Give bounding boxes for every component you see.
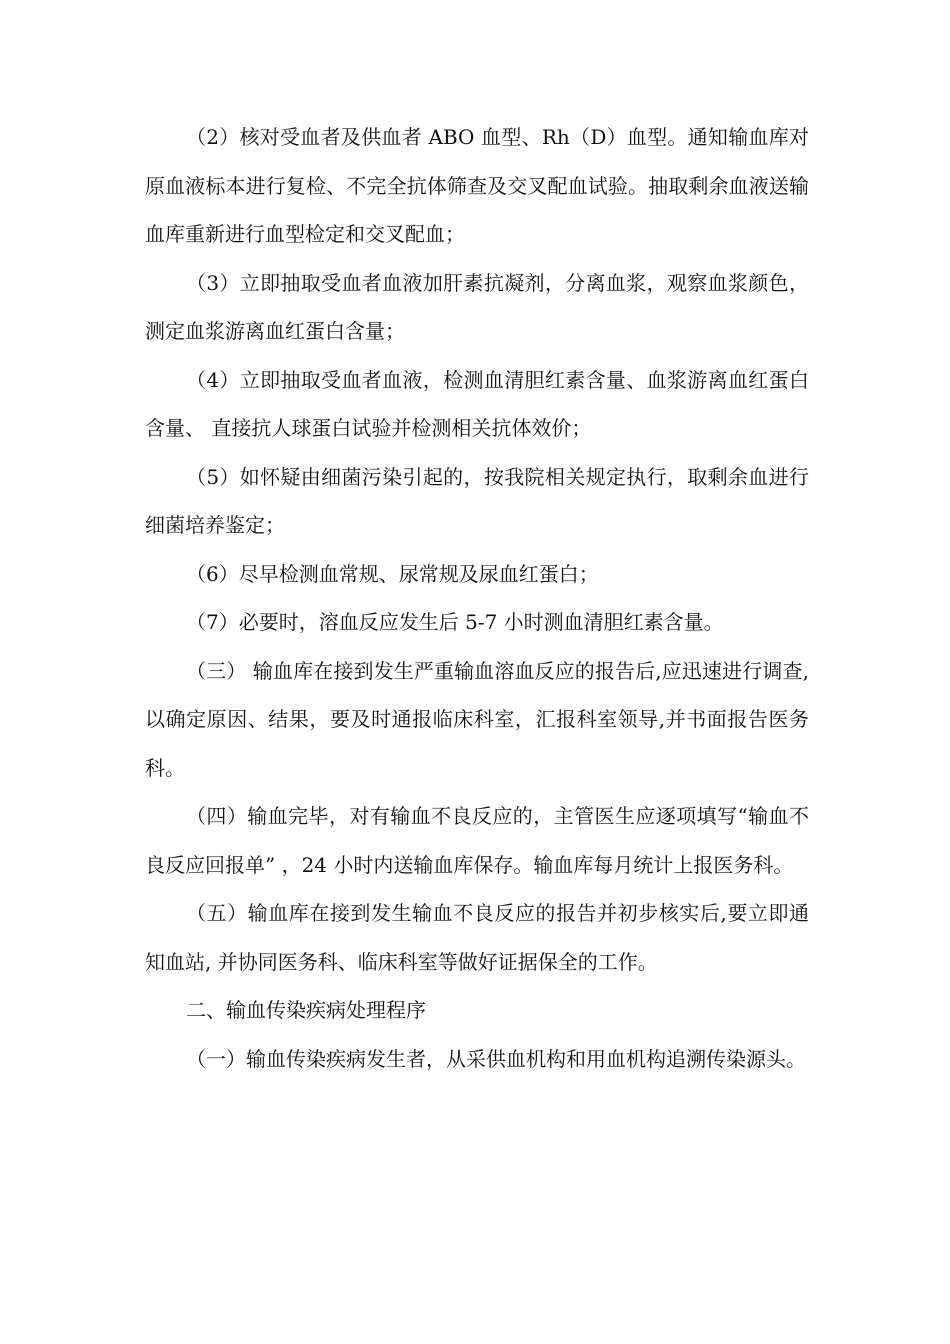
- paragraph-section-5-blood-station: （五）输血库在接到发生输血不良反应的报告并初步核实后,要立即通知血站, 并协同医务科、临床科室等做好证据保全的工作。: [145, 901, 809, 974]
- paragraph-section-4-report-form: （四）输血完毕，对有输血不良反应的，主管医生应逐项填写“输血不良反应回报单” ，24 小时内送输血库保存。输血库每月统计上报医务科。: [145, 804, 809, 877]
- paragraph-3-plasma-test: （3）立即抽取受血者血液加肝素抗凝剂，分离血浆，观察血浆颜色，测定血浆游离血红蛋白含量；: [145, 270, 809, 343]
- paragraph-2-abo-rh-check: （2）核对受血者及供血者 ABO 血型、Rh（D）血型。通知输血库对原血液标本进行复检、不完全抗体筛查及交叉配血试验。抽取剩余血液送输血库重新进行血型检定和交叉配血；: [145, 125, 809, 246]
- paragraph-7-bilirubin-timing: （7）必要时，溶血反应发生后 5-7 小时测血清胆红素含量。: [186, 610, 724, 634]
- paragraph-infectious-source-trace: （一）输血传染疾病发生者，从采供血机构和用血机构追溯传染源头。: [186, 1046, 806, 1071]
- document-body: [145, 113, 809, 1083]
- paragraph-section-3-investigation: （三） 输血库在接到发生严重输血溶血反应的报告后,应迅速进行调查,以确定原因、结果，要及时通报临床科室，汇报科室领导,并书面报告医务科。: [145, 658, 809, 780]
- paragraph-6-routine-tests: （6）尽早检测血常规、尿常规及尿血红蛋白；: [186, 561, 599, 586]
- paragraph-5-bacterial-culture: （5）如怀疑由细菌污染引起的，按我院相关规定执行，取剩余血进行细菌培养鉴定；: [145, 464, 809, 537]
- section-heading-infectious-disease: 二、输血传染疾病处理程序: [186, 998, 426, 1022]
- paragraph-4-bilirubin-test: （4）立即抽取受血者血液，检测血清胆红素含量、血浆游离血红蛋白含量、 直接抗人球蛋白试验并检测相关抗体效价；: [145, 367, 809, 440]
